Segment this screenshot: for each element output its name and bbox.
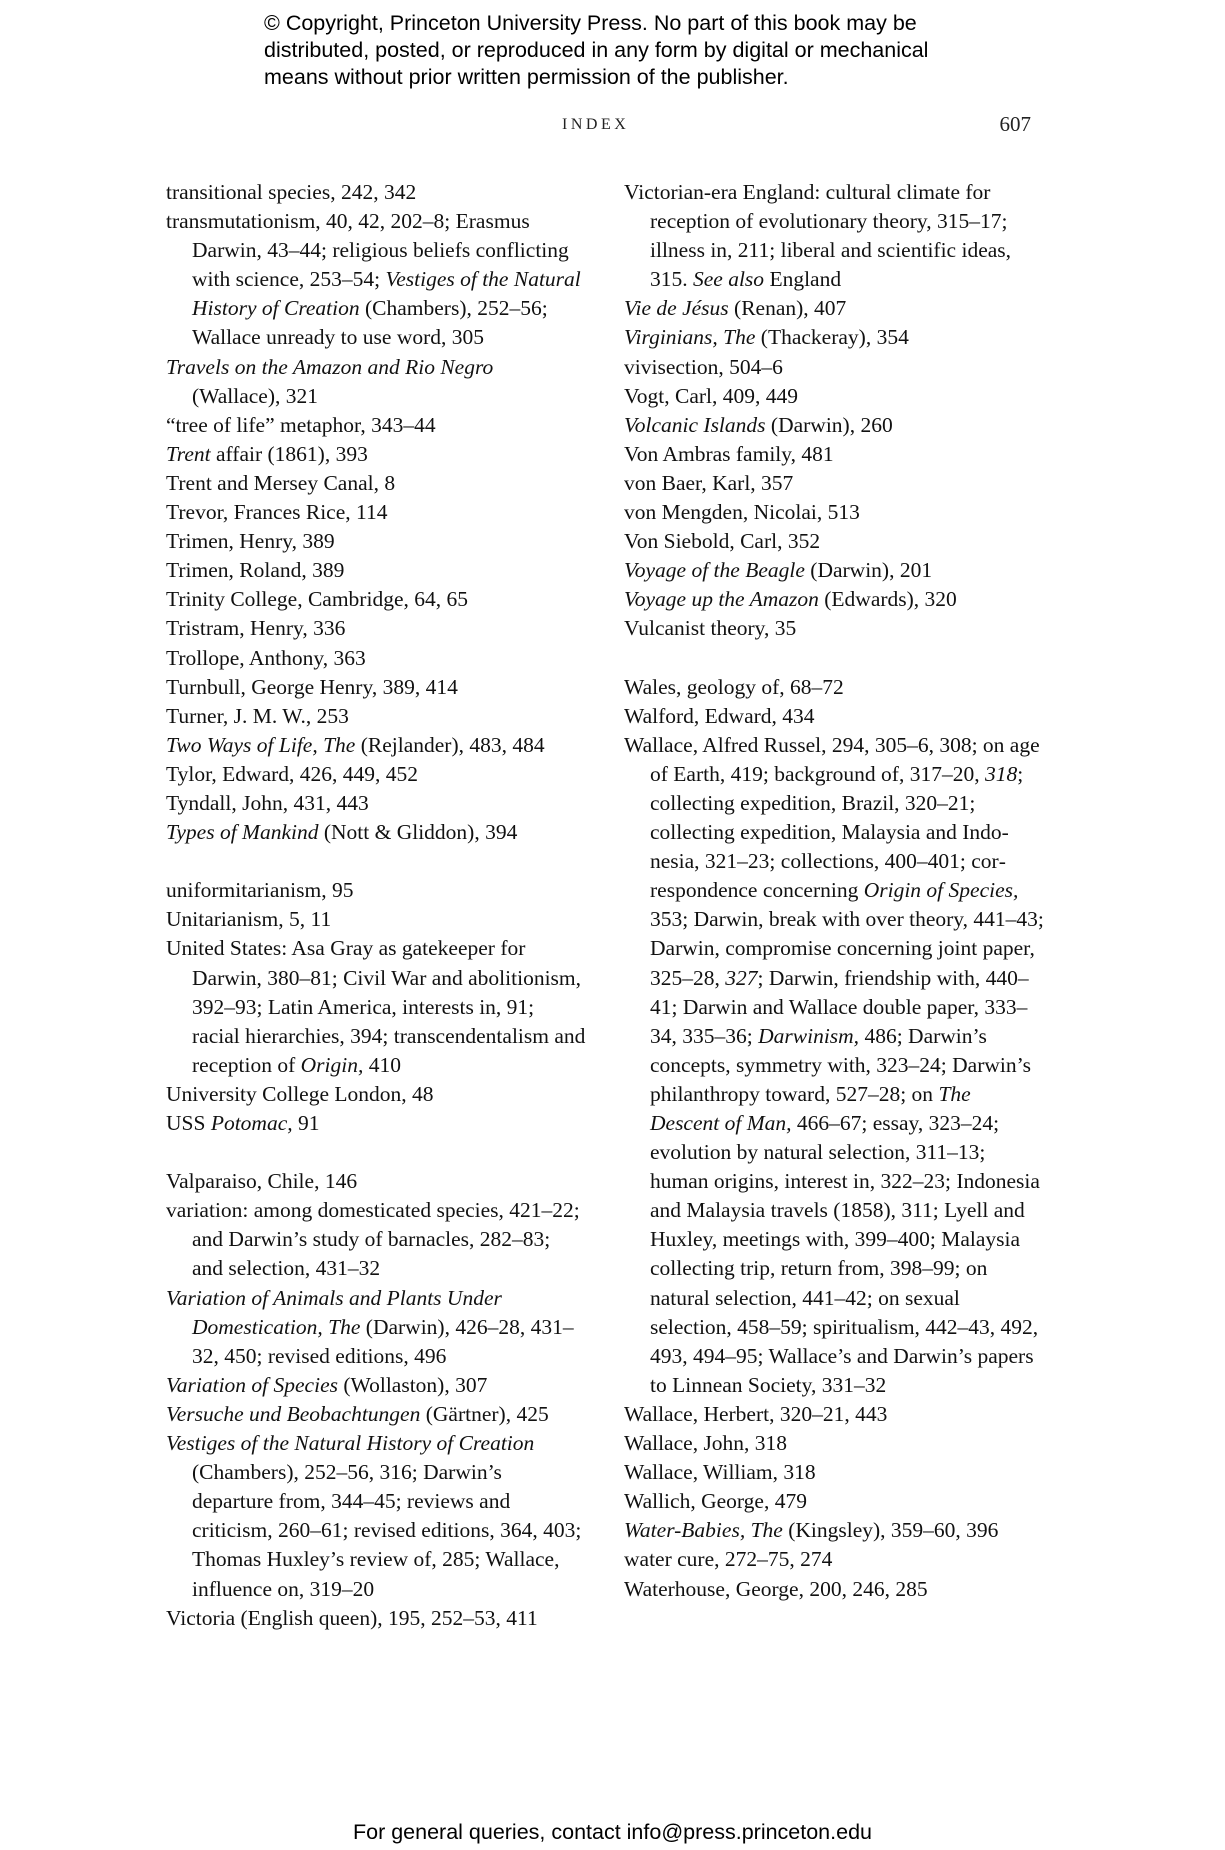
index-entry-text: Trinity College, Cambridge, 64, 65: [166, 587, 468, 612]
index-entry-text: Tylor, Edward, 426, 449, 452: [166, 761, 419, 786]
index-entry-text: Wallace, Herbert, 320–21, 443: [624, 1401, 888, 1426]
index-entry: [166, 1080, 586, 1109]
index-entry-text: Unitarianism, 5, 11: [166, 907, 332, 932]
index-entry-text: Wallace, John, 318: [624, 1431, 788, 1456]
index-entry: [624, 440, 1044, 469]
footer-contact: For general queries, contact info@press.princeton.edu: [352, 1820, 872, 1844]
index-entry-text: Trimen, Roland, 389: [166, 558, 345, 583]
index-entry-text: Wales, geology of, 68–72: [624, 674, 844, 699]
index-entry: [166, 469, 586, 498]
index-entry-text: (Wollaston), 307: [337, 1372, 488, 1397]
index-entry-text: Trimen, Henry, 389: [166, 529, 335, 554]
index-entry-text: vivisection, 504–6: [624, 354, 783, 379]
index-entry: [624, 585, 1044, 614]
index-entry-title: Types of Mankind: [166, 820, 319, 845]
index-entry-text: Wallace, William, 318: [624, 1460, 816, 1485]
index-entry-text: 353; Darwin, break with over theory, 441–43; Darwin, compromise concerning joint paper, 325–28,: [650, 907, 1044, 990]
index-entry: [166, 818, 586, 847]
index-entry-text: ; Darwin, friendship with, 440–41; Darwin and Wallace double paper, 333–34, 335–36;: [650, 965, 1029, 1048]
index-entry: [166, 1371, 586, 1400]
index-entry-text: (Renan), 407: [728, 296, 847, 321]
index-entry: [166, 556, 586, 585]
index-entry: [166, 1167, 586, 1196]
copyright-line: © Copyright, Princeton University Press. No part of this book may be: [264, 11, 917, 35]
index-entry: [166, 1109, 586, 1138]
index-entry: [624, 1575, 1044, 1604]
index-entry-text: 466–67; essay, 323–24; evolution by natural selection, 311–13; human origins, interest in, 322–23; Indonesia and Malaysia travels (1858), 311; Lyell and Huxley, meetings with, 399–400; Malaysia collecting trip, return from, 398–99; on natural selection, 441–42; on sexual selection, 458–59; spiritualism, 442–43, 492, 493, 494–95; Wallace’s and Darwin’s papers to Linnean Society, 331–32: [650, 1111, 1040, 1397]
index-entry-title: 318: [984, 761, 1018, 786]
index-entry-text: “tree of life” metaphor, 343–44: [166, 412, 436, 437]
index-entry-text: Von Siebold, Carl, 352: [624, 529, 821, 554]
index-entry-text: Wallace, Alfred Russel, 294, 305–6, 308; on age of Earth, 419; background of, 317–20,: [624, 732, 1040, 786]
index-entry: [624, 1545, 1044, 1574]
index-entry-title: Vestiges of the Natural History of Creation: [192, 267, 581, 321]
index-entry-title: See also: [693, 267, 765, 292]
index-entry: [624, 527, 1044, 556]
index-entry-text: United States: Asa Gray as gatekeeper for Darwin, 380–81; Civil War and abolitionism, 392–93; Latin America, interests in, 91; racial hierarchies, 394; transcendentalism and reception of: [166, 936, 586, 1077]
index-entry-title: Volcanic Islands: [624, 412, 766, 437]
index-column-right: [624, 178, 1044, 1604]
index-entry: [624, 731, 1044, 1400]
index-entry: [624, 1400, 1044, 1429]
index-entry-text: Vogt, Carl, 409, 449: [624, 383, 798, 408]
index-entry-text: (Gärtner), 425: [420, 1401, 549, 1426]
copyright-line: distributed, posted, or reproduced in any form by digital or mechanical: [264, 38, 929, 62]
index-entry-text: (Nott & Gliddon), 394: [318, 820, 518, 845]
index-entry: [624, 1458, 1044, 1487]
index-entry-text: Tristram, Henry, 336: [166, 616, 346, 641]
running-head: INDEX: [562, 116, 630, 133]
index-entry-text: Trent and Mersey Canal, 8: [166, 470, 396, 495]
index-entry: [624, 323, 1044, 352]
index-entry: [166, 1196, 586, 1283]
index-entry: [166, 207, 586, 352]
index-entry-title: Origin of Species,: [863, 878, 1019, 903]
index-entry-title: Trent: [166, 441, 211, 466]
index-entry-title: Origin,: [300, 1052, 364, 1077]
index-entry: [166, 731, 586, 760]
index-entry: [166, 673, 586, 702]
index-entry-title: Variation of Animals and Plants Under Domestication, The: [166, 1285, 502, 1339]
index-entry-text: 410: [363, 1052, 401, 1077]
index-entry: [166, 614, 586, 643]
index-entry-text: Vulcanist theory, 35: [624, 616, 797, 641]
index-entry: [166, 1429, 586, 1604]
index-entry: [166, 876, 586, 905]
index-entry: [166, 644, 586, 673]
index-entry-title: The Descent of Man,: [650, 1081, 971, 1135]
index-entry: [166, 440, 586, 469]
index-entry: [166, 353, 586, 411]
index-entry-title: Vie de Jésus: [624, 296, 729, 321]
index-entry-text: von Baer, Karl, 357: [624, 470, 794, 495]
index-entry-text: Trevor, Frances Rice, 114: [166, 500, 388, 525]
index-entry: [624, 702, 1044, 731]
index-entry: [166, 934, 586, 1079]
index-entry: [624, 1487, 1044, 1516]
index-entry-text: Trollope, Anthony, 363: [166, 645, 366, 670]
index-column-left: [166, 178, 586, 1633]
index-entry: [624, 469, 1044, 498]
index-entry: [166, 702, 586, 731]
index-entry-title: 327: [725, 965, 758, 990]
index-entry-title: Water-Babies, The: [624, 1518, 783, 1543]
index-entry-text: affair (1861), 393: [210, 441, 368, 466]
index-entry-text: (Rejlander), 483, 484: [355, 732, 545, 757]
index-entry-text: (Chambers), 252–56, 316; Darwin’s departure from, 344–45; reviews and criticism, 260–61; revised editions, 364, 403; Thomas Huxley’s review of, 285; Wallace, influence on, 319–20: [192, 1460, 582, 1601]
index-entry-text: transmutationism, 40, 42, 202–8; Erasmus Darwin, 43–44; religious beliefs conflicting with science, 253–54;: [166, 209, 569, 292]
index-entry: [624, 556, 1044, 585]
index-entry-text: water cure, 272–75, 274: [624, 1547, 833, 1572]
index-entry: [166, 789, 586, 818]
index-entry: [166, 760, 586, 789]
index-entry-text: 486; Darwin’s concepts, symmetry with, 323–24; Darwin’s philanthropy toward, 527–28; on: [650, 1023, 1031, 1106]
index-entry-text: (Darwin), 260: [765, 412, 893, 437]
index-entry-title: Potomac,: [210, 1111, 293, 1135]
index-entry-text: (Kingsley), 359–60, 396: [782, 1518, 999, 1543]
index-entry-text: University College London, 48: [166, 1081, 434, 1106]
index-entry: [624, 1516, 1044, 1545]
index-entry-text: (Thackeray), 354: [755, 325, 909, 350]
index-entry: [166, 905, 586, 934]
index-entry: [166, 178, 586, 207]
index-entry-title: Versuche und Beobachtungen: [166, 1401, 421, 1426]
index-entry-text: Turner, J. M. W., 253: [166, 703, 349, 728]
index-entry-text: variation: among domesticated species, 421–22; and Darwin’s study of barnacles, 282–83; and selection, 431–32: [166, 1198, 580, 1281]
index-entry-text: Valparaiso, Chile, 146: [166, 1169, 358, 1194]
index-entry-title: Voyage up the Amazon: [624, 587, 819, 612]
index-entry-text: (Darwin), 426–28, 431–32, 450; revised editions, 496: [192, 1314, 574, 1368]
index-entry: [166, 1400, 586, 1429]
index-entry: [624, 353, 1044, 382]
page-number: 607: [999, 112, 1031, 136]
index-entry-text: 91: [292, 1111, 320, 1135]
index-entry: [624, 1429, 1044, 1458]
index-entry-title: Variation of Species: [166, 1372, 338, 1397]
index-entry-text: uniformitarianism, 95: [166, 878, 354, 903]
index-entry: [166, 585, 586, 614]
index-entry-text: Von Ambras family, 481: [624, 441, 834, 466]
index-entry-title: Two Ways of Life, The: [166, 732, 356, 757]
index-entry-text: Tyndall, John, 431, 443: [166, 790, 369, 815]
index-entry-text: transitional species, 242, 342: [166, 180, 417, 204]
index-entry-title: Darwinism,: [758, 1023, 860, 1048]
copyright-line: means without prior written permission of the publisher.: [264, 65, 789, 89]
index-entry: [624, 411, 1044, 440]
index-entry-text: Victorian-era England: cultural climate for reception of evolutionary theory, 315–17; illness in, 211; liberal and scientific ideas, 315.: [624, 180, 1012, 292]
index-entry: [166, 498, 586, 527]
index-entry-text: (Chambers), 252–56; Wallace unready to use word, 305: [192, 296, 548, 350]
index-entry-text: Walford, Edward, 434: [624, 703, 815, 728]
index-entry-text: (Edwards), 320: [818, 587, 957, 612]
copyright-notice: [264, 10, 1024, 91]
index-entry: [166, 1284, 586, 1371]
index-entry-title: Travels on the Amazon and Rio Negro: [166, 354, 494, 379]
index-entry-text: Victoria (English queen), 195, 252–53, 411: [166, 1605, 538, 1630]
index-entry-title: Voyage of the Beagle: [624, 558, 805, 583]
index-entry: [166, 1604, 586, 1633]
index-entry: [166, 411, 586, 440]
index-entry: [624, 294, 1044, 323]
index-entry-title: Virginians, The: [624, 325, 756, 350]
index-entry-text: USS: [166, 1111, 211, 1135]
index-entry-text: Wallich, George, 479: [624, 1489, 807, 1514]
index-entry-text: England: [764, 267, 842, 292]
index-entry-text: (Wallace), 321: [192, 383, 319, 408]
index-entry-text: Turnbull, George Henry, 389, 414: [166, 674, 458, 699]
index-entry: [624, 178, 1044, 294]
index-entry: [166, 527, 586, 556]
index-entry-title: Vestiges of the Natural History of Creation: [166, 1431, 535, 1456]
index-entry: [624, 382, 1044, 411]
index-entry-text: von Mengden, Nicolai, 513: [624, 500, 860, 525]
index-entry: [624, 673, 1044, 702]
index-entry-text: Waterhouse, George, 200, 246, 285: [624, 1576, 928, 1601]
index-entry: [624, 614, 1044, 643]
index-entry-text: (Darwin), 201: [804, 558, 933, 583]
index-entry-text: ; collecting expedition, Brazil, 320–21; collecting expedition, Malaysia and Indonesia, 321–23; collections, 400–401; correspondence concerning: [650, 761, 1024, 903]
index-entry: [624, 498, 1044, 527]
